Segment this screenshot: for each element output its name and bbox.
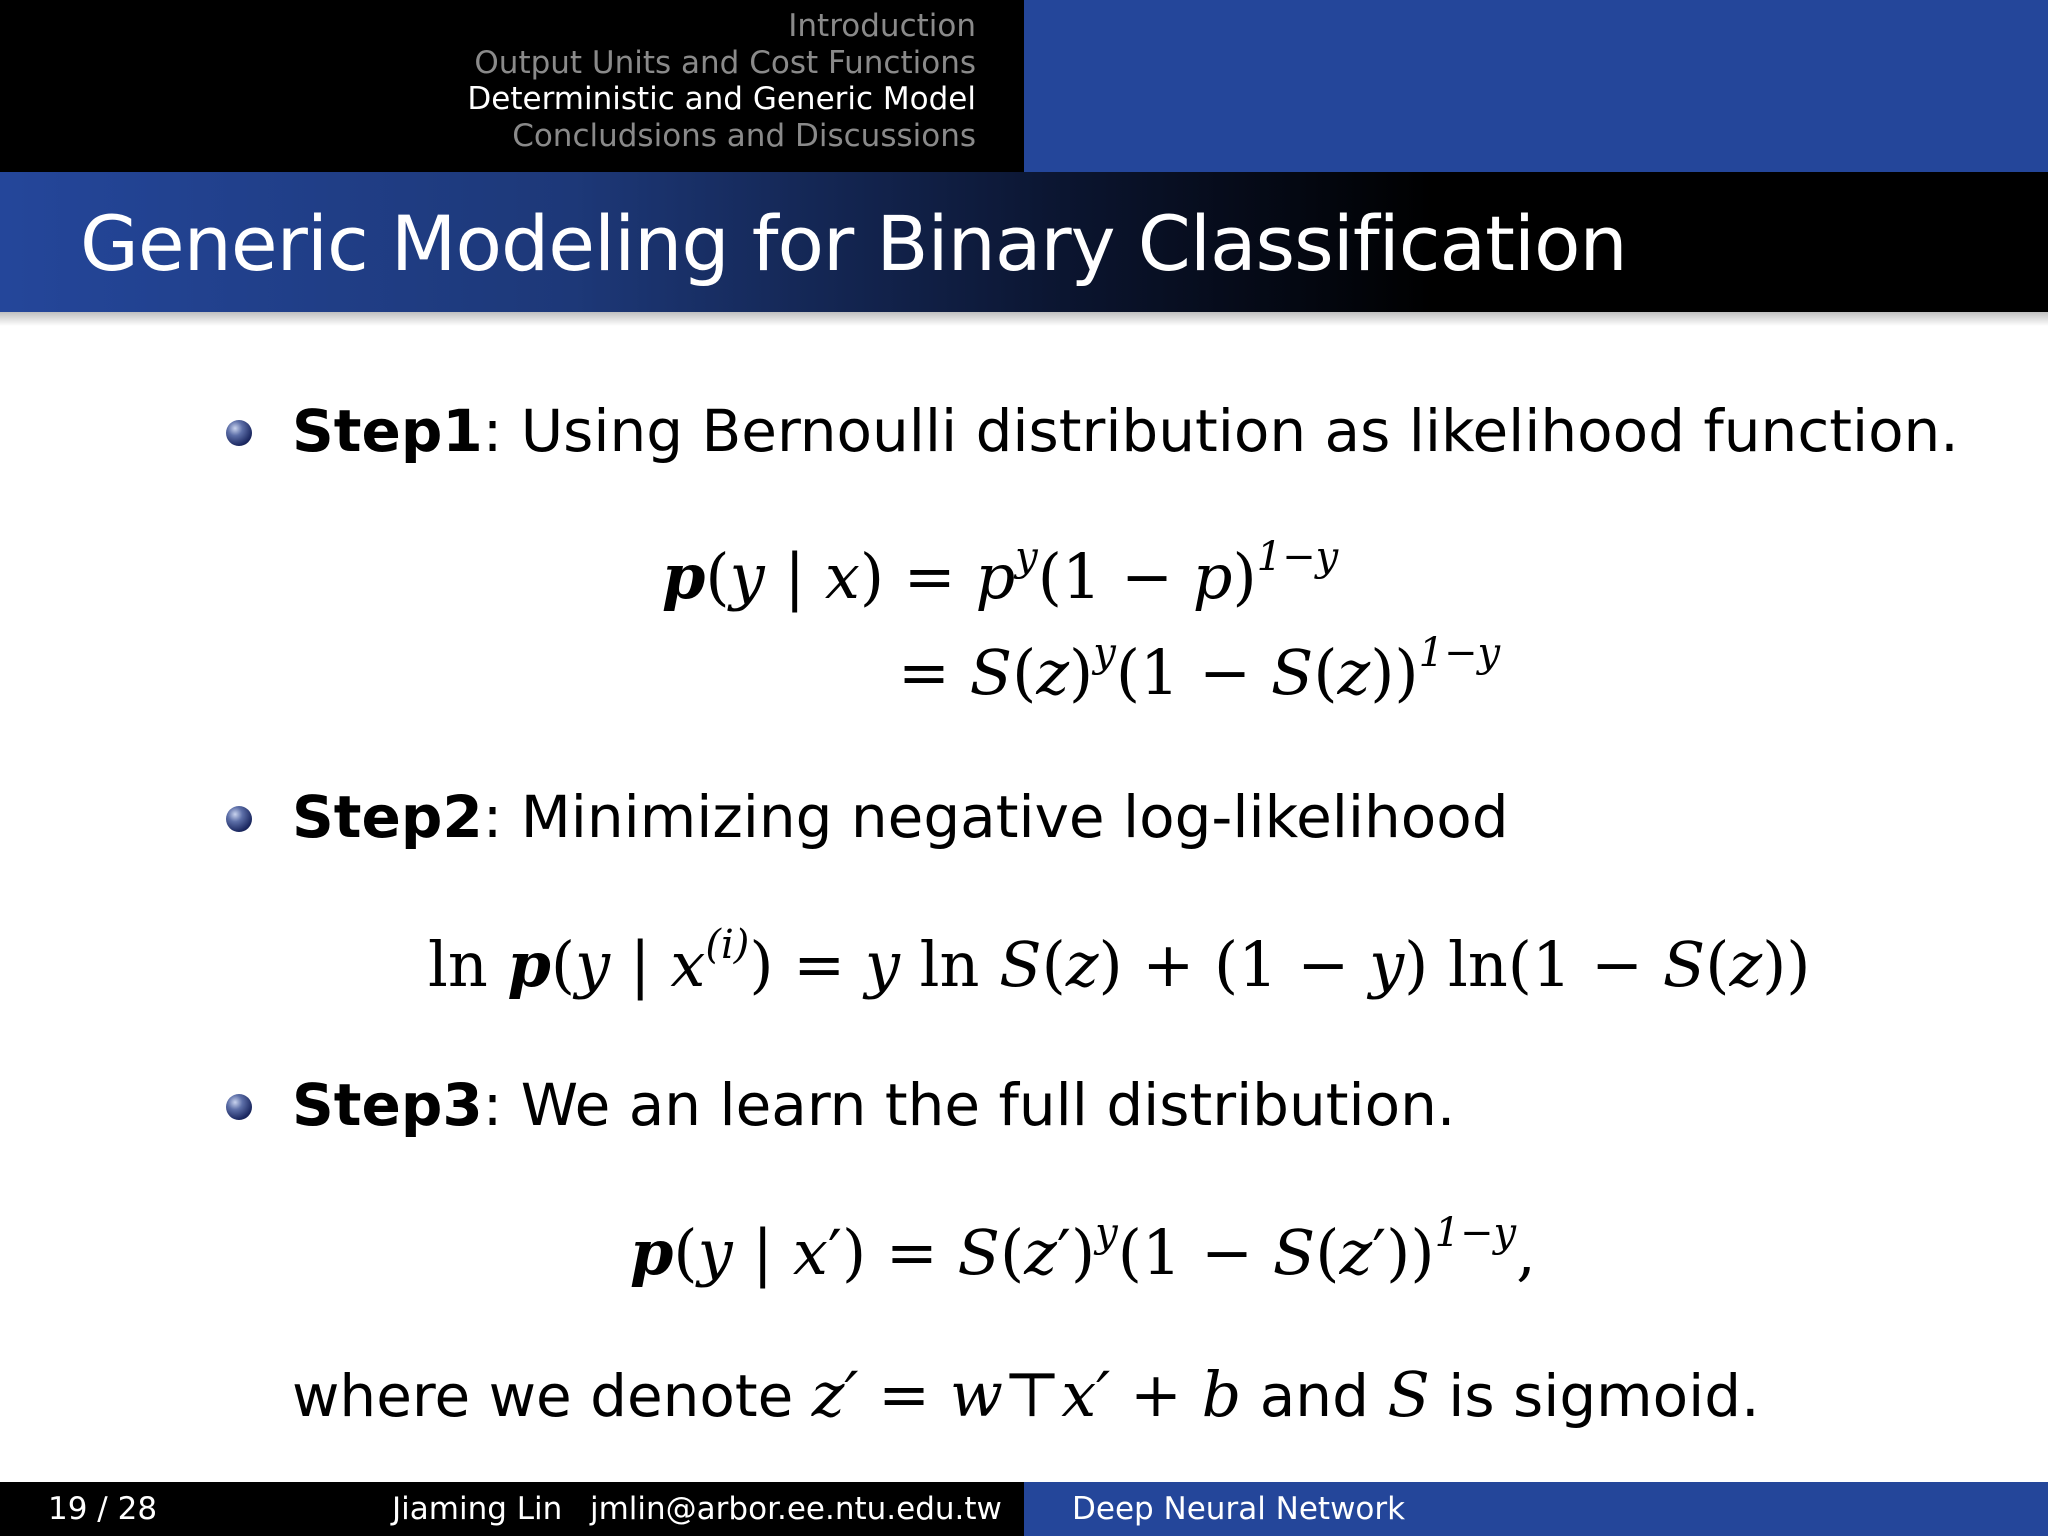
step2-text: : Minimizing negative log-likelihood	[482, 783, 1509, 851]
step3-text: : We an learn the full distribution.	[482, 1071, 1456, 1139]
header-nav-right	[1024, 0, 2048, 172]
nav-item-conclusions[interactable]: Concludsions and Discussions	[512, 117, 976, 154]
step1-line	[292, 396, 1959, 466]
equation-bernoulli-line1: p(y | $x) = p^y(1 - p)^{1-y}$	[662, 534, 1339, 613]
footer-email: jmlin@arbor.ee.ntu.edu.tw	[590, 1491, 1002, 1527]
step1-label: Step1	[292, 397, 483, 465]
step3-line	[292, 1070, 1455, 1140]
bullet-icon	[226, 420, 252, 446]
equation-full-distribution: p(y | $x') = S(z')^y(1 - S(z'))^{1-y}$,	[630, 1210, 1536, 1289]
footer-talk-title: Deep Neural Network	[1072, 1491, 1406, 1527]
where-math-s: S	[1387, 1358, 1430, 1431]
nav-item-deterministic-generic[interactable]: Deterministic and Generic Model	[467, 81, 976, 117]
equation-log-likelihood: ln p(y | $x^{(i)}) = y$ ln S(z) + (1 − y) ln(1 − S(z))	[428, 922, 1811, 1001]
slide-title: Generic Modeling for Binary Classification	[80, 199, 1627, 288]
bullet-icon	[226, 1094, 252, 1120]
where-math-z-prime: z′ = w⊤x′ + b	[811, 1358, 1242, 1431]
where-denote-line	[292, 1360, 1760, 1431]
page-number: 19 / 28	[48, 1491, 158, 1527]
step1-text: : Using Bernoulli distribution as likelihood function.	[482, 397, 1959, 465]
nav-item-output-units[interactable]: Output Units and Cost Functions	[474, 44, 976, 81]
footer-author: Jiaming Lin	[392, 1491, 563, 1527]
title-shadow	[0, 312, 2048, 326]
equation-bernoulli-line2: = $S(z)^y(1 - S(z))^{1-y}$	[898, 630, 1501, 709]
bullet-icon	[226, 806, 252, 832]
where-suffix: is sigmoid.	[1429, 1362, 1760, 1430]
step2-label: Step2	[292, 783, 483, 851]
where-middle: and	[1241, 1362, 1388, 1430]
where-prefix: where we denote	[292, 1362, 812, 1430]
header-nav-left	[0, 0, 1024, 172]
section-navigation	[467, 8, 976, 154]
nav-item-introduction[interactable]: Introduction	[788, 8, 976, 44]
step3-label: Step3	[292, 1071, 483, 1139]
step2-line	[292, 782, 1509, 852]
